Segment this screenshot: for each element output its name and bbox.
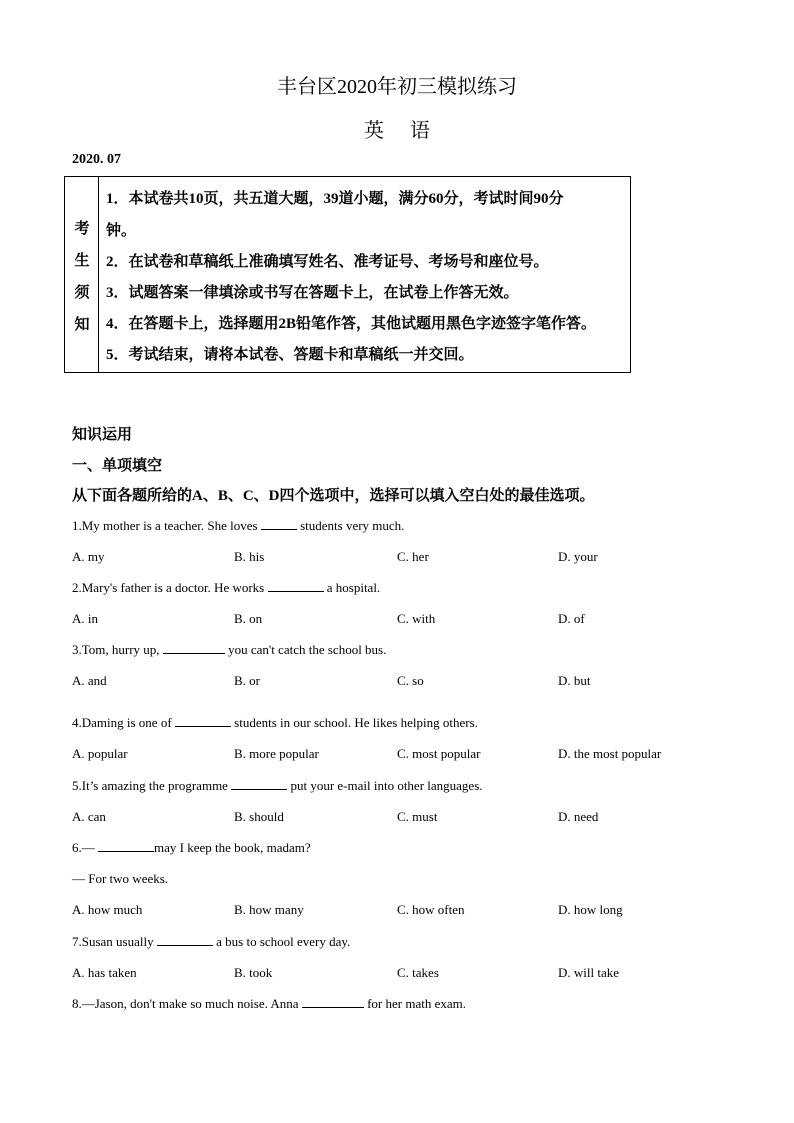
notice-item: 1．本试卷共10页，共五道大题，39道小题，满分60分，考试时间90分 <box>106 191 564 207</box>
notice-item: 3．试题答案一律填涂或书写在答题卡上，在试卷上作答无效。 <box>106 285 519 301</box>
exam-date: 2020. 07 <box>72 152 121 167</box>
option-a: A. how much <box>72 902 143 917</box>
option-b: B. his <box>234 549 265 564</box>
option-c: C. her <box>397 549 429 564</box>
question-6 <box>72 840 311 856</box>
option-d: D. need <box>558 809 599 824</box>
notice-item: 2．在试卷和草稿纸上准确填写姓名、准考证号、考场号和座位号。 <box>106 254 549 270</box>
notice-item: 钟。 <box>106 223 137 239</box>
notice-label-char: 知 <box>74 317 90 333</box>
question-text: 4.Daming is one of <box>72 715 175 730</box>
question-2 <box>72 580 380 596</box>
answer-blank <box>175 716 231 727</box>
option-a: A. has taken <box>72 965 137 980</box>
option-a: A. my <box>72 549 105 564</box>
question-text: students in our school. He likes helping others. <box>230 715 478 730</box>
option-a: A. in <box>72 611 98 626</box>
answer-blank <box>163 643 225 654</box>
notice-item: 5．考试结束，请将本试卷、答题卡和草稿纸一并交回。 <box>106 347 474 363</box>
option-a: A. can <box>72 809 106 824</box>
option-d: D. of <box>558 611 585 626</box>
notice-box <box>64 176 631 373</box>
option-c: C. so <box>397 673 424 688</box>
question-text: 3.Tom, hurry up, <box>72 642 163 657</box>
question-6-reply: — For two weeks. <box>72 871 169 886</box>
option-d: D. your <box>558 549 598 564</box>
option-c: C. most popular <box>397 746 481 761</box>
section-heading: 一、单项填空 <box>72 458 163 474</box>
answer-blank <box>261 519 297 530</box>
question-text: a hospital. <box>323 580 381 595</box>
question-3 <box>72 642 386 658</box>
question-text: for her math exam. <box>363 996 466 1011</box>
subject-title: 英语 <box>364 120 456 142</box>
option-d: D. the most popular <box>558 746 662 761</box>
answer-blank <box>98 841 154 852</box>
answer-blank <box>268 581 324 592</box>
question-text: 2.Mary's father is a doctor. He works <box>72 580 268 595</box>
answer-blank <box>157 935 213 946</box>
question-7 <box>72 934 350 950</box>
question-text: put your e-mail into other languages. <box>287 778 483 793</box>
notice-label-char: 生 <box>74 253 90 269</box>
option-c: C. must <box>397 809 438 824</box>
notice-label-char: 须 <box>74 285 90 301</box>
question-text: 5.It’s amazing the programme <box>72 778 232 793</box>
question-text: may I keep the book, madam? <box>154 840 311 855</box>
option-b: B. how many <box>234 902 304 917</box>
answer-blank <box>231 779 287 790</box>
option-b: B. took <box>234 965 273 980</box>
option-a: A. popular <box>72 746 128 761</box>
option-c: C. how often <box>397 902 465 917</box>
part-heading: 知识运用 <box>72 427 133 443</box>
notice-label-column <box>65 177 99 372</box>
section-instruction: 从下面各题所给的A、B、C、D四个选项中，选择可以填入空白处的最佳选项。 <box>72 488 595 504</box>
option-d: D. will take <box>558 965 620 980</box>
question-text: 1.My mother is a teacher. She loves <box>72 518 261 533</box>
option-d: D. how long <box>558 902 623 917</box>
option-b: B. more popular <box>234 746 319 761</box>
question-text: 6.— <box>72 840 98 855</box>
question-4 <box>72 715 478 731</box>
question-text: you can't catch the school bus. <box>224 642 387 657</box>
question-text: a bus to school every day. <box>212 934 351 949</box>
option-c: C. with <box>397 611 436 626</box>
question-text: 8.—Jason, don't make so much noise. Anna <box>72 996 302 1011</box>
option-c: C. takes <box>397 965 439 980</box>
notice-item: 4．在答题卡上，选择题用2B铅笔作答，其他试题用黑色字迹签字笔作答。 <box>106 316 597 332</box>
page-title: 丰台区2020年初三模拟练习 <box>277 76 517 98</box>
option-b: B. should <box>234 809 284 824</box>
option-a: A. and <box>72 673 107 688</box>
question-5 <box>72 778 483 794</box>
question-text: students very much. <box>296 518 405 533</box>
option-b: B. or <box>234 673 260 688</box>
notice-label-char: 考 <box>74 221 90 237</box>
option-d: D. but <box>558 673 591 688</box>
question-text: 7.Susan usually <box>72 934 157 949</box>
question-8 <box>72 996 466 1012</box>
answer-blank <box>302 997 364 1008</box>
question-1 <box>72 518 404 534</box>
option-b: B. on <box>234 611 263 626</box>
